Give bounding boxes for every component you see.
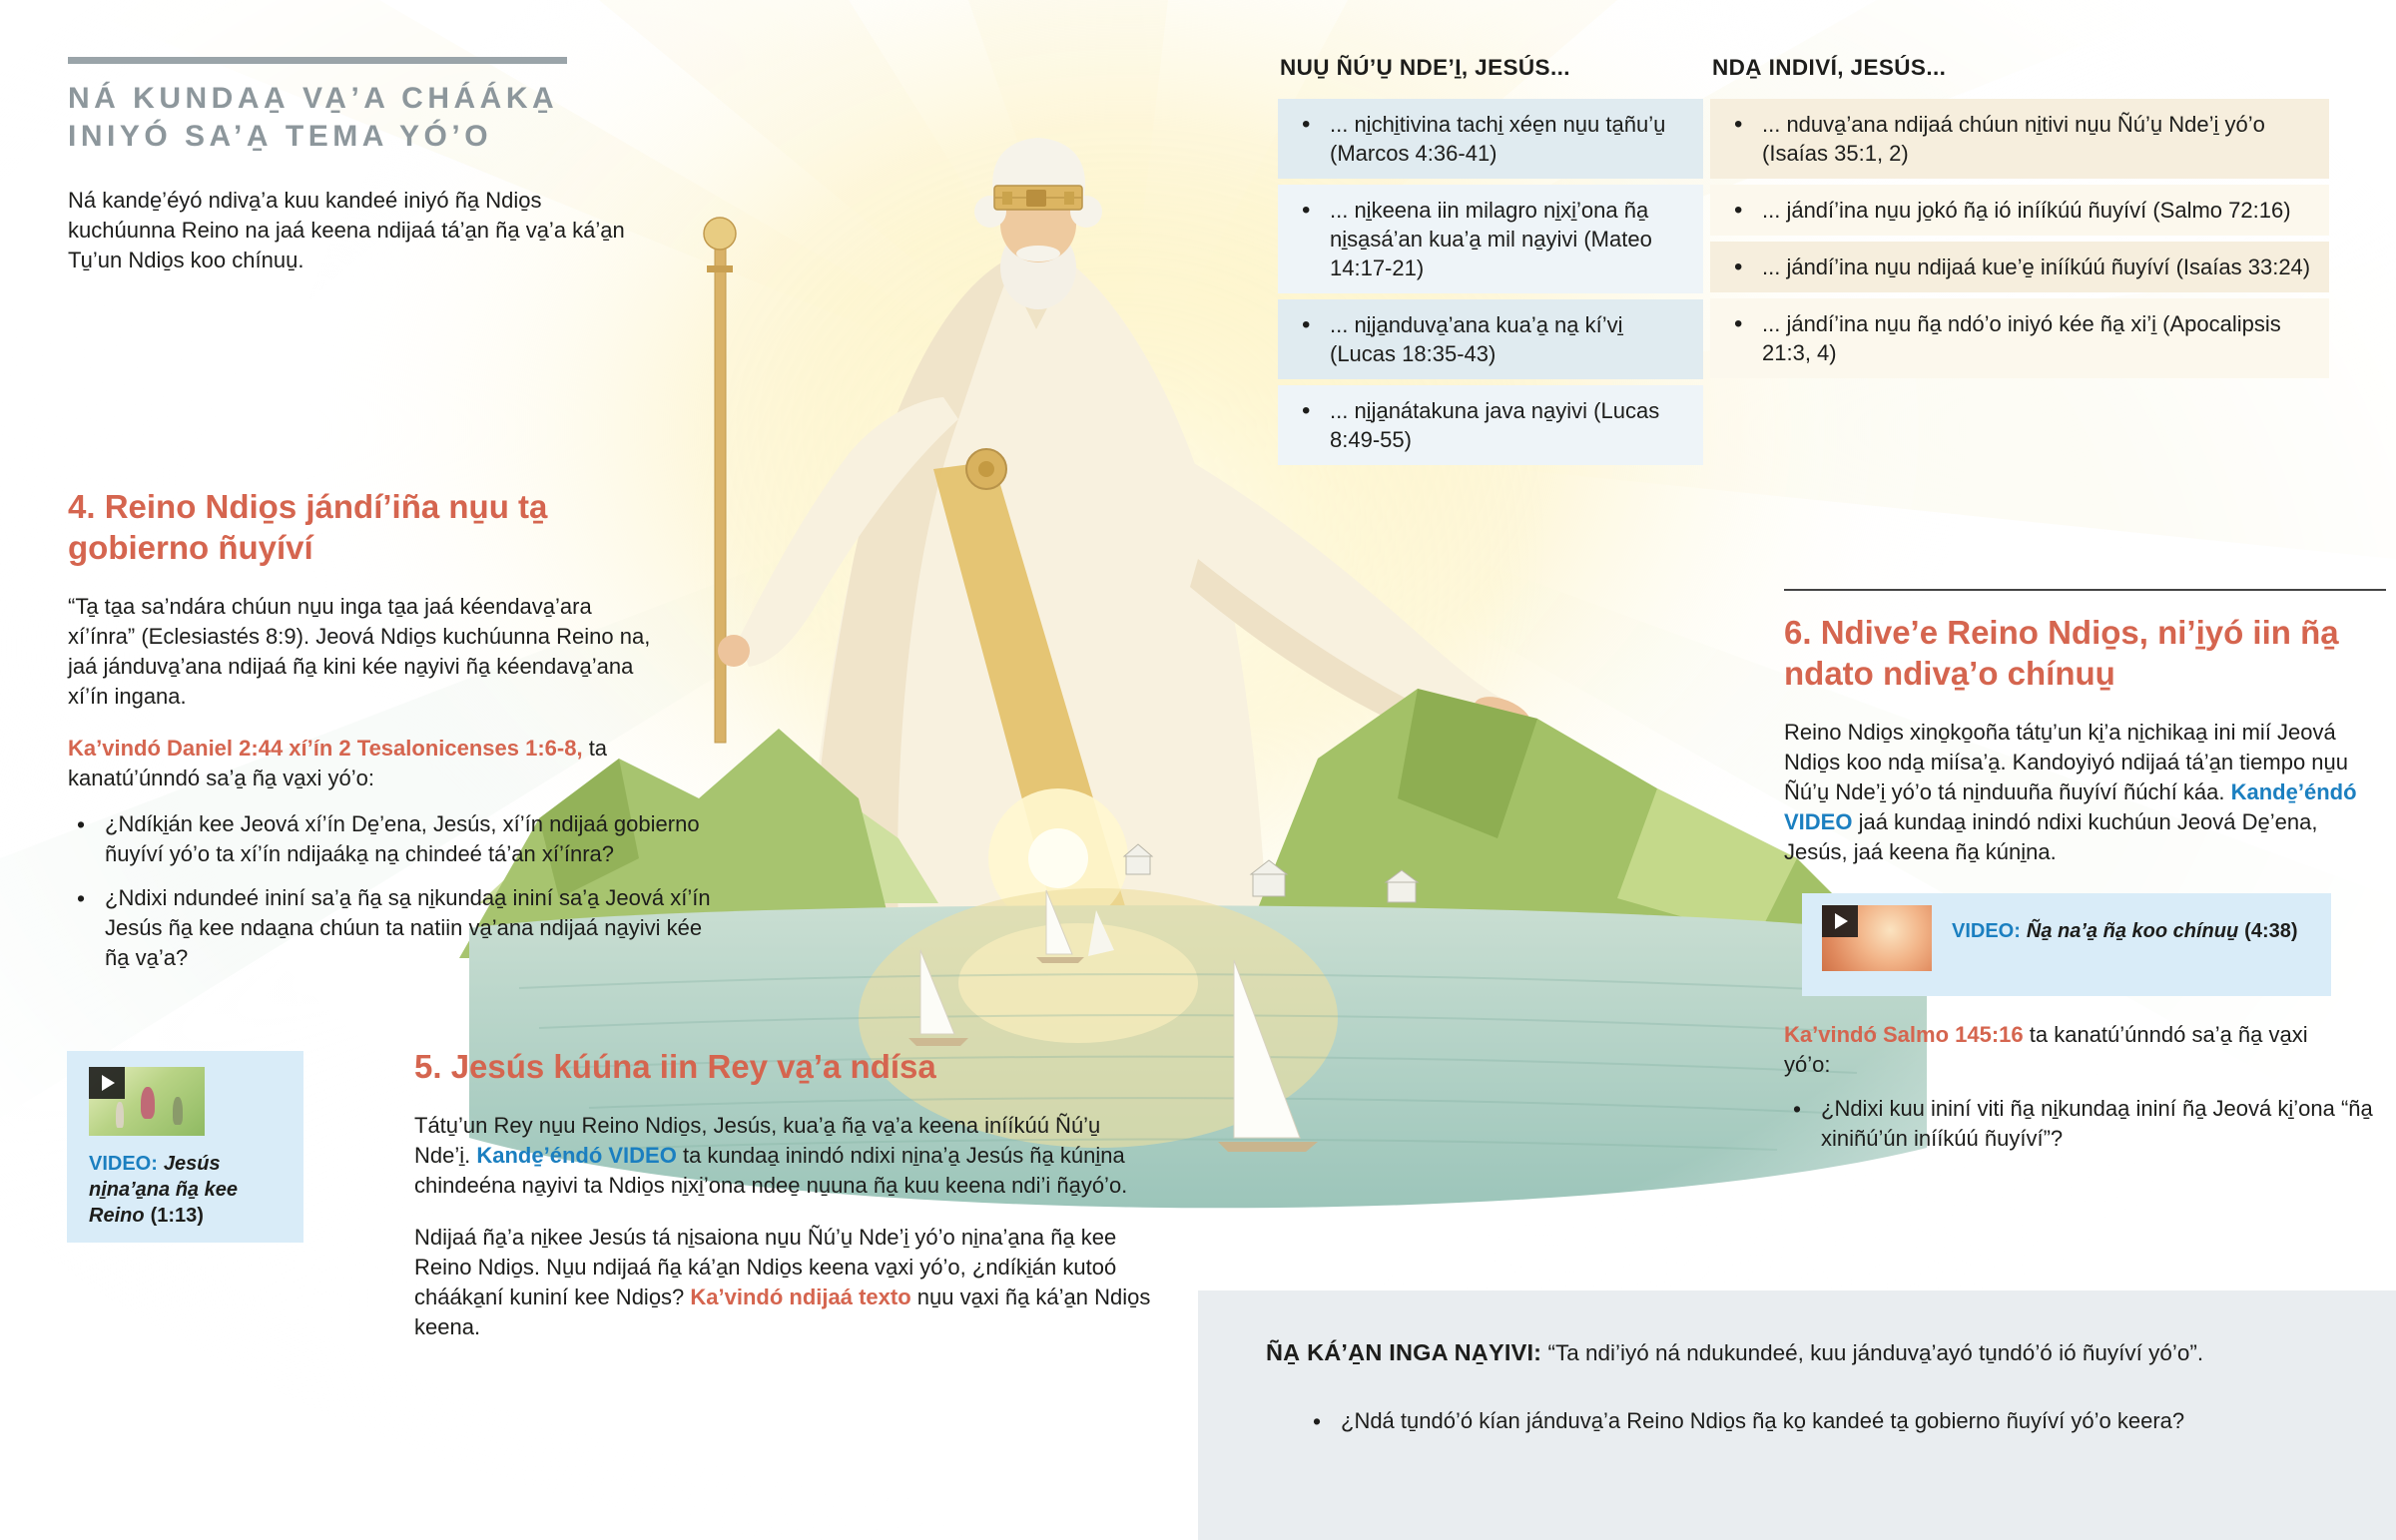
video-label: VIDEO:	[89, 1153, 158, 1175]
graybox-quote: “Ta ndi’iyó ná ndukundeé, kuu jánduva̱’ayó tu̱ndó’ó ió ñuyíví yó’o”.	[1541, 1340, 2204, 1365]
video-box-kingdom	[67, 1051, 303, 1243]
section-4-heading: 4. Reino Ndio̱s jándí’iña nu̱u ta̱ gobierno ñuyíví	[68, 488, 548, 566]
column-header: NDA̱ INDIVÍ, JESÚS...	[1712, 55, 1947, 80]
section-5	[414, 1046, 1168, 1364]
scripture-link[interactable]: Ka’vindó ndijaá texto	[690, 1284, 911, 1309]
scripture-link[interactable]: Ka’vindó Salmo 145:16	[1784, 1022, 2024, 1047]
question-bullet: • ¿Ndixi kuu ininí viti ña̱ ni̱kundaa̱ ininí ña̱ Jeová ki̱’ona “ña̱ xiniñú’ún inííkúú ñuyíví”?	[1784, 1094, 2380, 1154]
miracle-row: • ... ni̱keena iin milagro ni̱xi̱’ona ña̱ ni̱sa̱sá’an kua’a̱ mil na̱yivi (Mateo 14:17-21)	[1278, 185, 1703, 293]
divider	[1784, 589, 2386, 591]
play-icon[interactable]	[89, 1067, 125, 1099]
paragraph-text: ta kundaa̱ inindó ndixi ni̱na’a̱ Jesús ña̱ kúni̱na chindeéna na̱yivi ta Ndio̱s ni̱xi̱’ona ndee̱ nu̱una ña̱ kuu keena ndi’i ña̱yó’o.	[414, 1143, 1128, 1198]
question-bullet: • ¿Ndá tu̱ndó’ó kían jánduva̱’a Reino Ndio̱s ña̱ ko̱ kandeé ta̱ gobierno ñuyíví yó’o keera?	[1304, 1406, 2369, 1436]
question-bullet: • ¿Ndixi ndundeé ininí sa’a̱ ña̱ sa̱ ni̱kundaa̱ ininí sa’a̱ Jeová xí’ín Jesús ña̱ kee ndaa̱na chúun ta natiin va̱’ana ndijaá na̱yivi kée ña̱ va̱’a?	[68, 883, 724, 973]
lead-text: ta kanatú’únndó sa’a̱ ña̱ va̱xi yó’o:	[68, 736, 608, 790]
video-label: VIDEO:	[1952, 920, 2021, 942]
lead-text: ta kanatú’únndó sa’a̱ ña̱ va̱xi yó’o:	[1784, 1022, 2308, 1077]
video-caption[interactable]	[1952, 918, 2298, 944]
paragraph-text: nu̱u va̱xi ña̱ ká’a̱n Ndio̱s keena.	[414, 1284, 1151, 1339]
promise-row: • ... nduva̱’ana ndijaá chúun ni̱tivi nu̱u Ñú’u̱ Nde’i̱ yó’o (Isaías 35:1, 2)	[1710, 99, 2329, 179]
promise-row: • ... jándí’ina nu̱u ña̱ ndó’o iniyó kée ña̱ xi’i̱ (Apocalipsis 21:3, 4)	[1710, 298, 2329, 378]
video-title: Ña̱ na’a̱ ña̱ koo chínuu̱	[2026, 920, 2239, 942]
video-duration: (1:13)	[150, 1205, 204, 1227]
section-5-heading: 5. Jesús kúúna iin Rey va̱’a ndísa	[414, 1048, 936, 1085]
miracles-column-earth	[1278, 55, 1703, 471]
video-duration: (4:38)	[2244, 920, 2298, 942]
intro-block	[68, 57, 625, 275]
graybox-lead: ÑA̱ KÁ’A̱N INGA NA̱YIVI:	[1266, 1339, 1542, 1365]
paragraph-text: Reino Ndio̱s xino̱ko̱oña tátu̱’un ki̱’a ni̱chikaa̱ ini mií Jeová Ndio̱s koo nda̱ miísa’a̱. Kandoyiyó ndijaá tá’a̱n tiempo nu̱u Ñú’u̱ Nde’i̱ yó’o tá ni̱nduuña ñuyíví ñúchí káa.	[1784, 720, 2349, 804]
section-6-heading: 6. Ndive’e Reino Ndio̱s, ni’i̱yó iin ña̱ ndato ndiva̱’o chínuu̱	[1784, 614, 2339, 692]
intro-paragraph: Ná kande̱’éyó ndiva̱’a kuu kandeé iniyó ña̱ Ndio̱s kuchúunna Reino na jaá keena ndijaá tá’a̱n ña̱ va̱’a ká’a̱n Tu̱’un Ndio̱s koo chínuu̱.	[68, 188, 625, 272]
scripture-link[interactable]: Ka’vindó Daniel 2:44 xí’ín 2 Tesalonicenses 1:6-8,	[68, 736, 583, 761]
section-6	[1784, 612, 2396, 889]
column-header: NUU̱ ÑÚ’U̱ NDE’I̱, JESÚS...	[1280, 55, 1570, 80]
miracle-row: • ... ni̱ja̱nduva̱’ana kua’a̱ na̱ kí’vi̱ (Lucas 18:35-43)	[1278, 299, 1703, 379]
miracles-column-heaven	[1710, 55, 2329, 384]
video-link[interactable]: Kande̱’éndó VIDEO	[476, 1143, 677, 1168]
paragraph-text: Ndijaá ña̱’a ni̱kee Jesús tá ni̱saiona nu̱u Ñú’u̱ Nde’i̱ yó’o ni̱na’a̱na ña̱ kee Reino Ndio̱s. Nu̱u ndijaá ña̱ ká’a̱n Ndio̱s keena va̱xi yó’o, ¿ndíki̱án kutoó chááka̱ní kuniní kee Ndio̱s?	[414, 1225, 1117, 1309]
miracle-row: • ... ni̱chi̱tivina tachi̱ xée̱n nu̱u ta̱ñu’u̱ (Marcos 4:36-41)	[1278, 99, 1703, 179]
play-icon[interactable]	[1822, 905, 1858, 937]
video-thumbnail[interactable]	[1822, 905, 1932, 971]
video-caption[interactable]	[89, 1151, 289, 1229]
video-title: Jesús ni̱na’a̱na ña̱ kee Reino	[89, 1153, 238, 1227]
miracle-row: • ... ni̱ja̱nátakuna java na̱yivi (Lucas 8:49-55)	[1278, 385, 1703, 465]
paragraph-text: jaá kundaa̱ inindó ndixi kuchúun Jeová De̱’ena, Jesús, jaá keena ña̱ kúni̱na.	[1784, 809, 2318, 864]
what-others-say-box	[1198, 1290, 2396, 1540]
video-thumbnail[interactable]	[89, 1067, 205, 1136]
section-4-paragraph: “Ta̱ ta̱a sa’ndára chúun nu̱u inga ta̱a jaá kéendava̱’ara xí’ínra” (Eclesiastés 8:9). Jeová Ndio̱s kuchúunna Reino na, jaá jánduva̱’ana ndijaá ña̱ kini kée na̱yivi ña̱ kéendava̱’ana xí’ín ingana.	[68, 594, 651, 709]
video-link[interactable]: Kande̱’éndó VIDEO	[1784, 779, 2357, 834]
promise-row: • ... jándí’ina nu̱u ndijaá kue’e̱ inííkúú ñuyíví (Isaías 33:24)	[1710, 242, 2329, 292]
salmo-block	[1784, 1020, 2396, 1154]
question-bullet: • ¿Ndíki̱án kee Jeová xí’ín De̱’ena, Jesús, xí’ín ndijaá gobierno ñuyíví yó’o ta xí’ín ndijaáka̱ na̱ chindeé tá’an xí’ínra?	[68, 809, 724, 869]
promise-row: • ... jándí’ina nu̱u jo̱kó ña̱ ió inííkúú ñuyíví (Salmo 72:16)	[1710, 185, 2329, 236]
paragraph-text: Tátu̱’un Rey nu̱u Reino Ndio̱s, Jesús, kua’a̱ ña̱ va̱’a keena inííkúú Ñú’u̱ Nde’i̱.	[414, 1113, 1101, 1168]
section-4	[68, 486, 727, 973]
title-bar	[68, 57, 567, 64]
video-box-paradise	[1802, 893, 2331, 996]
page-title: NÁ KUNDAA̱ VA̱’A CHÁÁKA̱ INIYÓ SA’A̱ TEMA YÓ’O	[68, 82, 559, 153]
